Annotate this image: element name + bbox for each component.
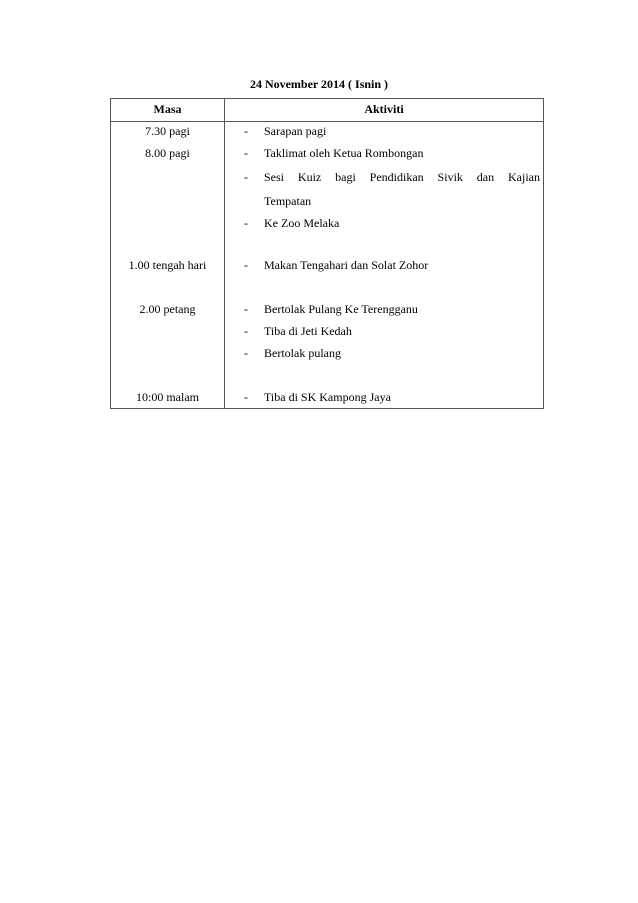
row-activity: Taklimat oleh Ketua Rombongan (264, 146, 424, 160)
column-divider (224, 99, 225, 408)
row-dash: - (244, 170, 248, 184)
row-activity: Tiba di SK Kampong Jaya (264, 390, 391, 404)
row-activity: Tempatan (264, 194, 312, 208)
row-dash: - (244, 346, 248, 360)
row-time: 7.30 pagi (145, 124, 190, 138)
row-dash: - (244, 324, 248, 338)
header-time: Masa (153, 102, 182, 116)
header-divider (111, 121, 543, 122)
schedule-table (110, 98, 544, 409)
row-dash: - (244, 216, 248, 230)
row-dash: - (244, 258, 248, 272)
row-activity: Makan Tengahari dan Solat Zohor (264, 258, 429, 272)
row-activity: Sarapan pagi (264, 124, 327, 138)
page-title: 24 November 2014 ( Isnin ) (249, 77, 389, 91)
row-activity: Bertolak Pulang Ke Terengganu (264, 302, 418, 316)
row-dash: - (244, 302, 248, 316)
header-activity: Aktiviti (364, 102, 404, 116)
row-activity: Ke Zoo Melaka (264, 216, 340, 230)
row-time: 2.00 petang (139, 302, 196, 316)
row-dash: - (244, 146, 248, 160)
row-dash: - (244, 390, 248, 404)
row-time: 10:00 malam (136, 390, 199, 404)
row-time: 1.00 tengah hari (128, 258, 207, 272)
row-activity: Sesi Kuiz bagi Pendidikan Sivik dan Kajian (264, 170, 540, 184)
row-activity: Tiba di Jeti Kedah (264, 324, 352, 338)
row-dash: - (244, 124, 248, 138)
row-time: 8.00 pagi (145, 146, 190, 160)
row-activity: Bertolak pulang (264, 346, 341, 360)
